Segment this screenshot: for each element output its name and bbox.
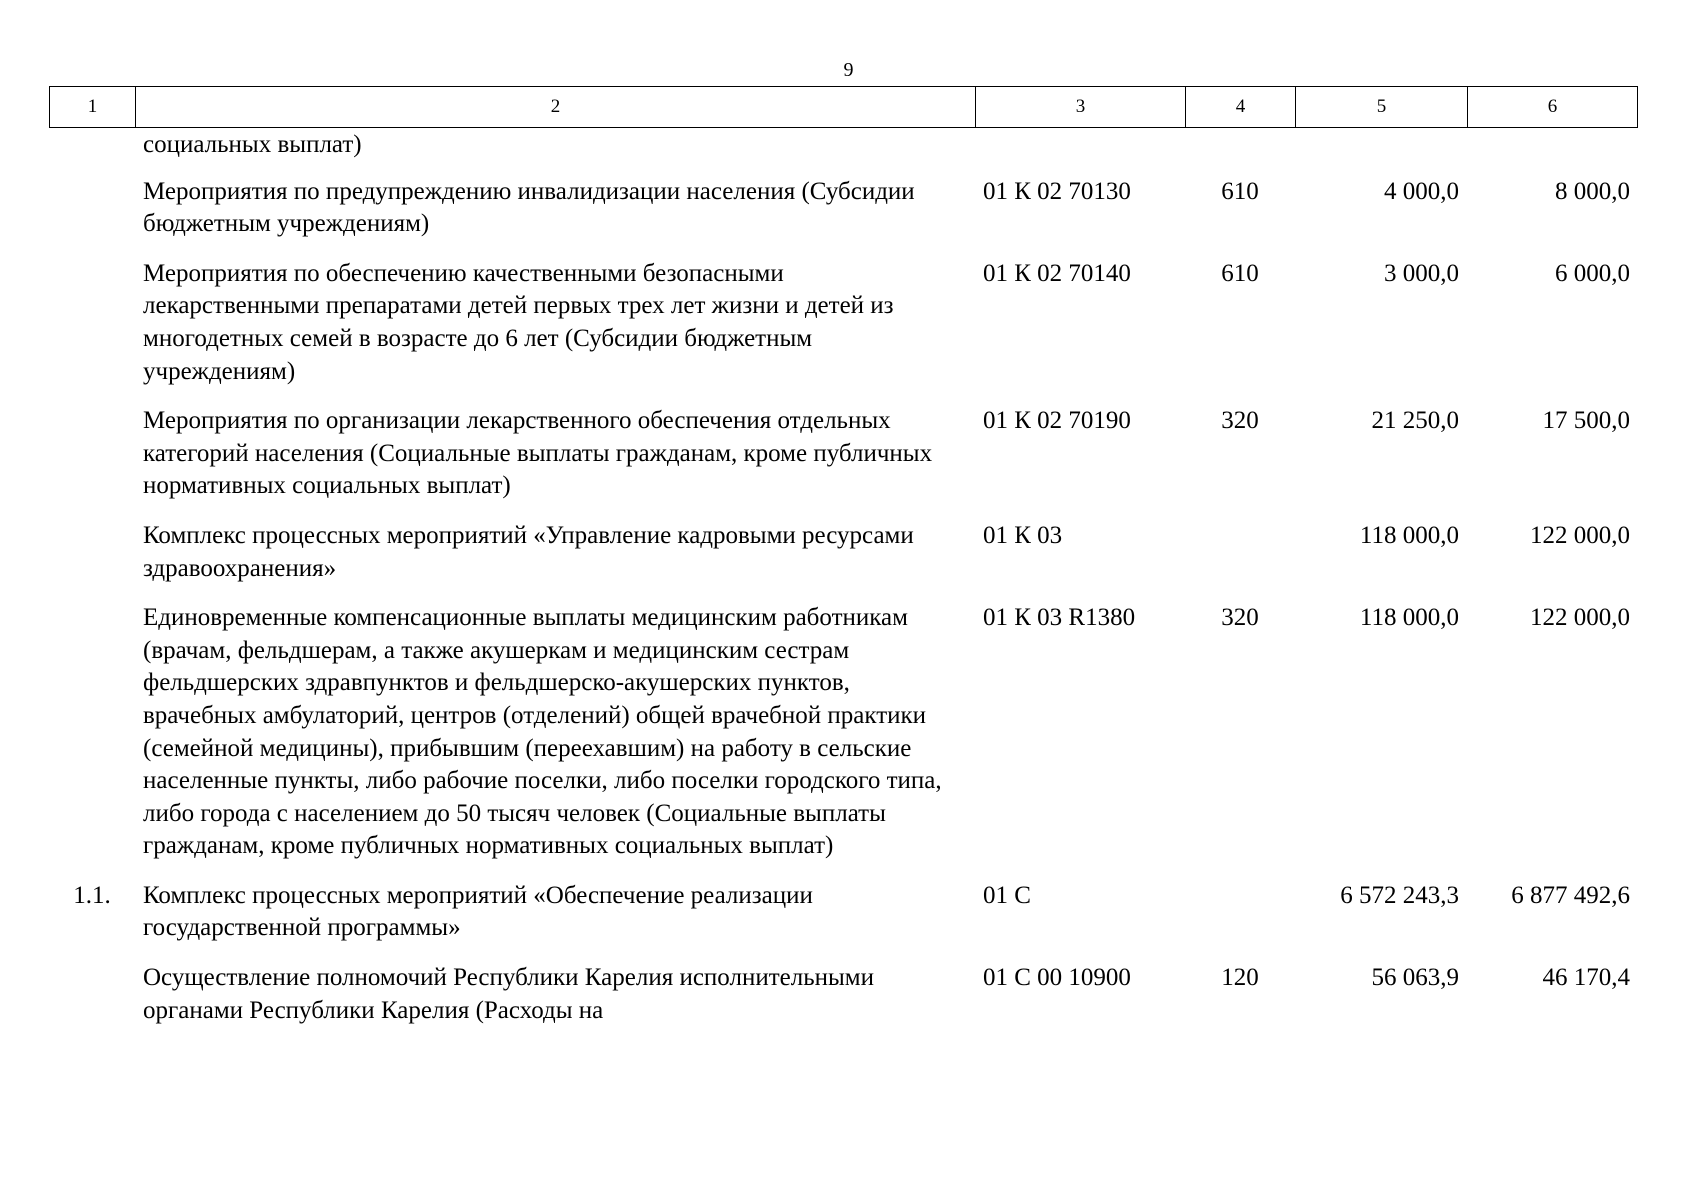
row-value-5: 118 000,0 — [1359, 521, 1459, 549]
row-value-5 — [1295, 129, 1467, 162]
row-value-6: 17 500,0 — [1542, 407, 1630, 435]
table-body — [49, 128, 1638, 1027]
row-expense-type — [1185, 880, 1295, 945]
page-number: 9 — [843, 59, 854, 81]
row-number: 1.1. — [73, 881, 111, 909]
header-col-5: 5 — [1296, 87, 1468, 127]
row-expense-type: 320 — [1221, 407, 1259, 435]
row-value-5: 118 000,0 — [1359, 604, 1459, 632]
row-name: Комплекс процессных мероприятий «Управление кадровыми ресурсами здравоохранения» — [143, 521, 914, 582]
row-code: 01 К 03 R1380 — [983, 604, 1136, 632]
table-row — [49, 258, 1638, 388]
row-name: Мероприятия по организации лекарственного обеспечения отдельных категорий населения (Социальные выплаты гражданам, кроме публичных нормативных социальных выплат) — [143, 407, 933, 500]
row-value-6 — [1467, 129, 1638, 162]
row-name: Мероприятия по обеспечению качественными безопасными лекарственными препаратами детей первых трех лет жизни и детей из многодетных семей в возрасте до 6 лет (Субсидии бюджетным учреждениям) — [143, 259, 894, 385]
header-col-2: 2 — [136, 87, 976, 127]
table-row — [49, 129, 1638, 162]
row-name: Единовременные компенсационные выплаты медицинским работникам (врачам, фельдшерам, а также акушеркам и медицинским сестрам фельдшерских здравпунктов и фельдшерско-акушерских пунктов, врачебных амбулаторий, центров (отделений) общей врачебной практики (семейной медицины), прибывшим (переехавшим) на работу в сельские населенные пункты, либо рабочие поселки, либо поселки городского типа, либо города с населением до 50 тысяч человек (Социальные выплаты гражданам, кроме публичных нормативных социальных выплат) — [143, 604, 942, 860]
row-expense-type: 610 — [1221, 177, 1259, 205]
row-value-6: 122 000,0 — [1530, 604, 1630, 632]
row-value-5: 21 250,0 — [1371, 407, 1459, 435]
row-value-5: 56 063,9 — [1371, 964, 1459, 992]
header-col-6: 6 — [1547, 96, 1558, 117]
row-expense-type: 610 — [1221, 259, 1259, 287]
header-col-1: 1 — [50, 87, 136, 127]
table-row — [49, 880, 1638, 945]
row-value-6: 122 000,0 — [1530, 521, 1630, 549]
row-value-5: 6 572 243,3 — [1340, 881, 1459, 909]
header-col-4: 4 — [1186, 87, 1296, 127]
row-name: Мероприятия по предупреждению инвалидизации населения (Субсидии бюджетным учреждениям) — [143, 177, 915, 238]
row-code: 01 К 03 — [983, 521, 1063, 549]
row-value-6: 6 000,0 — [1555, 259, 1630, 287]
row-code: 01 К 02 70130 — [983, 177, 1131, 205]
row-value-6: 8 000,0 — [1555, 177, 1630, 205]
row-code — [975, 129, 1185, 162]
table-header — [49, 86, 1638, 128]
row-code: 01 С 00 10900 — [983, 964, 1131, 992]
row-name: Осуществление полномочий Республики Карелия исполнительными органами Республики Карелия (Расходы на — [143, 964, 874, 1024]
row-code: 01 К 02 70140 — [983, 259, 1131, 287]
table-row — [49, 520, 1638, 585]
row-expense-type — [1185, 129, 1295, 162]
row-value-5: 4 000,0 — [1384, 177, 1459, 205]
row-expense-type — [1185, 520, 1295, 585]
table-row — [49, 962, 1638, 1027]
row-name: Комплекс процессных мероприятий «Обеспечение реализации государственной программы» — [143, 881, 813, 942]
header-col-3: 3 — [976, 87, 1186, 127]
row-value-6: 46 170,4 — [1542, 964, 1630, 992]
row-expense-type: 120 — [1221, 964, 1259, 992]
row-code: 01 К 02 70190 — [983, 407, 1131, 435]
row-value-6: 6 877 492,6 — [1511, 881, 1630, 909]
table-row — [49, 602, 1638, 863]
row-expense-type: 320 — [1221, 604, 1259, 632]
row-value-5: 3 000,0 — [1384, 259, 1459, 287]
table-row — [49, 405, 1638, 503]
row-name: социальных выплат) — [143, 131, 362, 158]
row-code: 01 С — [983, 881, 1031, 909]
table-row — [49, 176, 1638, 241]
